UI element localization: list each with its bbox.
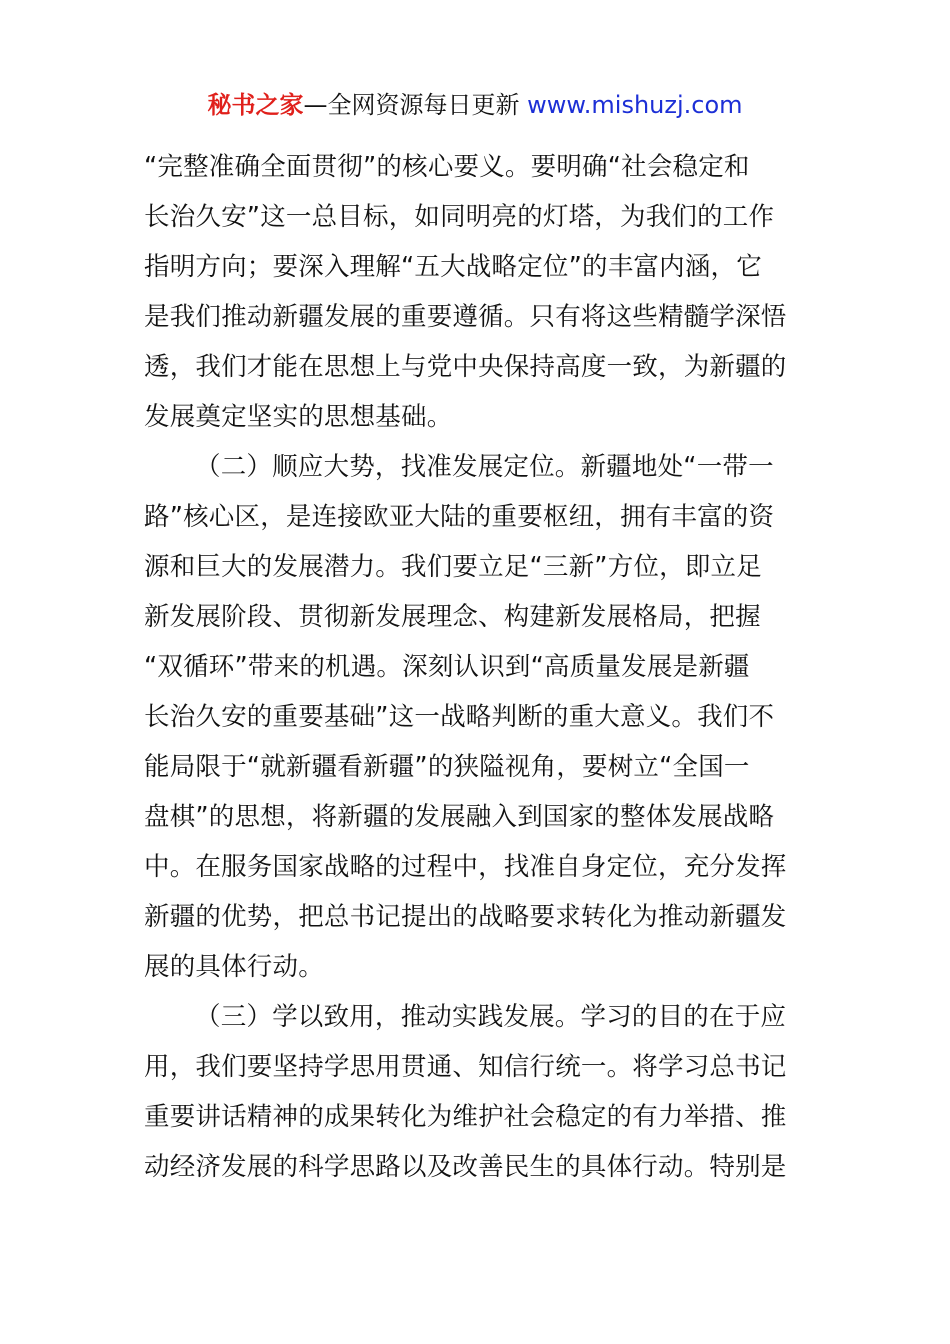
text-line: 新发展阶段、贯彻新发展理念、构建新发展格局，把握 (144, 602, 761, 632)
text-line: 新疆的优势，把总书记提出的战略要求转化为推动新疆发 (144, 902, 787, 932)
text-line: “双循环”带来的机遇。深刻认识到“高质量发展是新疆 (144, 652, 750, 682)
text-line: 中。在服务国家战略的过程中，找准自身定位，充分发挥 (144, 852, 787, 882)
text-line: 能局限于“就新疆看新疆”的狭隘视角，要树立“全国一 (144, 752, 750, 782)
text-line: 用，我们要坚持学思用贯通、知信行统一。将学习总书记 (144, 1052, 787, 1082)
text-line: 动经济发展的科学思路以及改善民生的具体行动。特别是 (144, 1152, 787, 1182)
brand-name: 秘书之家 (207, 91, 304, 119)
paragraph (144, 442, 810, 992)
text-line: “完整准确全面贯彻”的核心要义。要明确“社会稳定和 (144, 152, 750, 182)
paragraph (144, 992, 810, 1192)
site-url-link[interactable]: www.mishuzj.com (527, 91, 743, 119)
text-line: 发展奠定坚实的思想基础。 (144, 402, 453, 432)
text-line: 重要讲话精神的成果转化为维护社会稳定的有力举措、推 (144, 1102, 787, 1132)
header-tagline: —全网资源每日更新 (303, 91, 528, 119)
document-body (144, 142, 810, 1192)
text-line: 路”核心区，是连接欧亚大陆的重要枢纽，拥有丰富的资 (144, 502, 775, 532)
text-line: 指明方向；要深入理解“五大战略定位”的丰富内涵，它 (144, 252, 762, 282)
text-line: 展的具体行动。 (144, 952, 324, 982)
paragraph (144, 142, 810, 442)
text-line: 源和巨大的发展潜力。我们要立足“三新”方位，即立足 (144, 552, 762, 582)
text-line: 盘棋”的思想，将新疆的发展融入到国家的整体发展战略 (144, 802, 775, 832)
text-line: （二）顺应大势，找准发展定位。新疆地处“一带一 (195, 452, 774, 482)
text-line: 长治久安的重要基础”这一战略判断的重大意义。我们不 (144, 702, 775, 732)
text-line: （三）学以致用，推动实践发展。学习的目的在于应 (195, 1002, 787, 1032)
site-header (0, 88, 950, 122)
text-line: 透，我们才能在思想上与党中央保持高度一致，为新疆的 (144, 352, 787, 382)
text-line: 长治久安”这一总目标，如同明亮的灯塔，为我们的工作 (144, 202, 775, 232)
text-line: 是我们推动新疆发展的重要遵循。只有将这些精髓学深悟 (144, 302, 787, 332)
